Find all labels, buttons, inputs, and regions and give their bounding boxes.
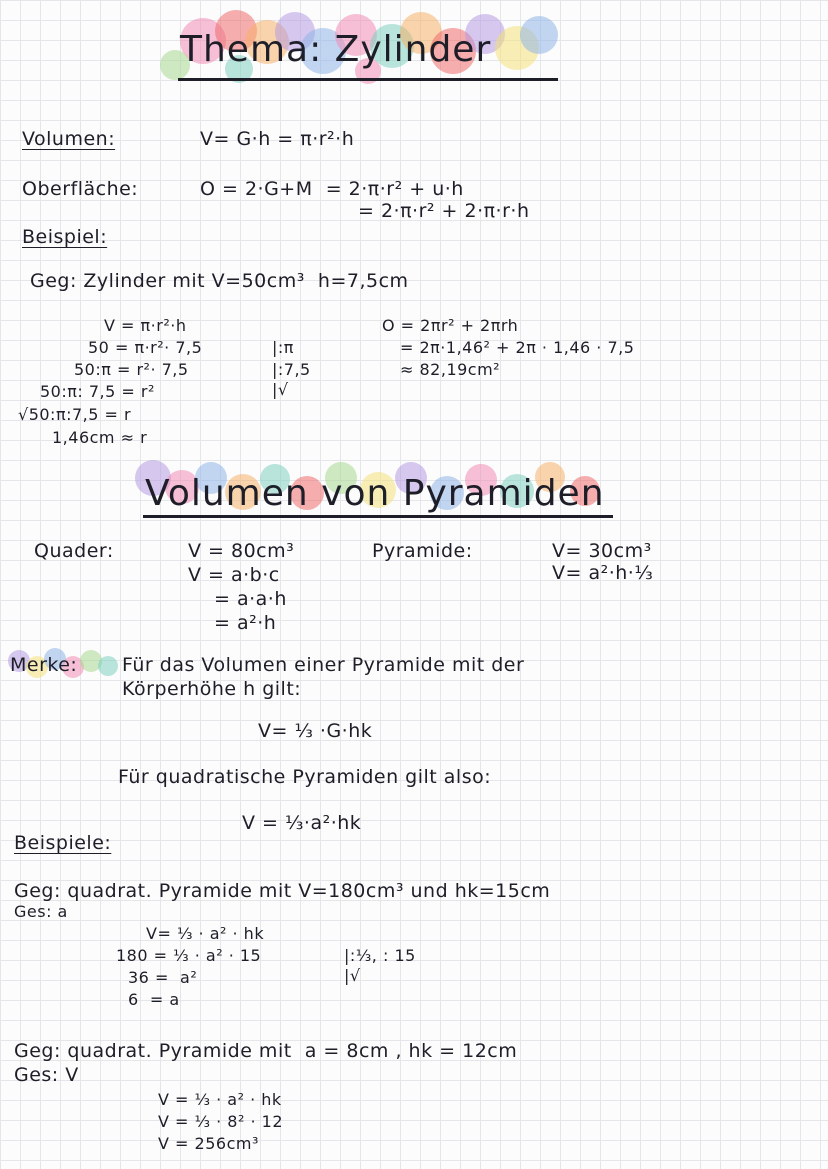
calc-line: 50:π: 7,5 = r² xyxy=(40,382,155,401)
example2-line: V = ⅓ · a² · hk xyxy=(158,1090,282,1109)
example2-line: V = ⅓ · 8² · 12 xyxy=(158,1112,283,1131)
calc-line: V = π·r²·h xyxy=(104,316,187,335)
example1-operation: |√ xyxy=(344,966,361,985)
title-underline-1 xyxy=(178,78,558,81)
example2-sought: Ges: V xyxy=(14,1064,79,1086)
section-title-pyramiden: Volumen von Pyramiden xyxy=(145,473,605,514)
surface-calc-line: ≈ 82,19cm² xyxy=(400,360,501,379)
surface-formula-2: = 2·π·r² + 2·π·r·h xyxy=(358,200,530,222)
example-heading: Beispiel: xyxy=(22,226,108,248)
surface-label: Oberfläche: xyxy=(22,178,139,200)
example2-given: Geg: quadrat. Pyramide mit a = 8cm , hk = 12cm xyxy=(14,1040,518,1062)
surface-calc-line: = 2π·1,46² + 2π · 1,46 · 7,5 xyxy=(400,338,635,357)
quadratic-pyramid-text: Für quadratische Pyramiden gilt also: xyxy=(118,766,492,788)
examples-heading: Beispiele: xyxy=(14,832,112,854)
pyramid-line: V= 30cm³ xyxy=(552,540,652,562)
cuboid-line: V = a·b·c xyxy=(188,564,280,586)
volume-label: Volumen: xyxy=(22,128,116,150)
calc-line: √50:π:7,5 = r xyxy=(18,405,132,424)
cuboid-line: V = 80cm³ xyxy=(188,540,295,562)
given-cylinder: Geg: Zylinder mit V=50cm³ h=7,5cm xyxy=(30,270,409,292)
pyramid-line: V= a²·h·⅓ xyxy=(552,562,654,584)
merke-text: Für das Volumen einer Pyramide mit der xyxy=(122,654,525,676)
pyramid-label: Pyramide: xyxy=(372,540,473,562)
calc-operation: |:7,5 xyxy=(272,360,311,379)
surface-formula: O = 2·G+M = 2·π·r² + u·h xyxy=(200,178,464,200)
example1-sought: Ges: a xyxy=(14,902,68,921)
example2-line: V = 256cm³ xyxy=(158,1134,259,1153)
calc-line: 50 = π·r²· 7,5 xyxy=(88,338,203,357)
volume-formula: V= G·h = π·r²·h xyxy=(200,128,355,150)
example1-given: Geg: quadrat. Pyramide mit V=180cm³ und hk=15cm xyxy=(14,880,551,902)
surface-calc-line: O = 2πr² + 2πrh xyxy=(382,316,519,335)
quadratic-pyramid-formula: V = ⅓·a²·hk xyxy=(242,812,362,834)
example1-line: V= ⅓ · a² · hk xyxy=(146,924,265,943)
cuboid-label: Quader: xyxy=(34,540,114,562)
merke-label: Merke: xyxy=(10,654,78,676)
example1-line: 6 = a xyxy=(128,990,180,1009)
page-title-zylinder: Thema: Zylinder xyxy=(180,29,492,70)
title-underline-2 xyxy=(143,515,613,518)
merke-formula: V= ⅓ ·G·hk xyxy=(258,720,373,742)
calc-operation: |:π xyxy=(272,338,294,357)
example1-line: 36 = a² xyxy=(128,968,198,987)
example1-line: 180 = ⅓ · a² · 15 xyxy=(116,946,262,965)
cuboid-line: = a·a·h xyxy=(214,588,287,610)
cuboid-line: = a²·h xyxy=(214,612,277,634)
calc-line: 1,46cm ≈ r xyxy=(52,428,148,447)
calc-line: 50:π = r²· 7,5 xyxy=(74,360,189,379)
merke-text: Körperhöhe h gilt: xyxy=(122,678,302,700)
calc-operation: |√ xyxy=(272,380,289,399)
example1-operation: |:⅓, : 15 xyxy=(344,946,416,965)
